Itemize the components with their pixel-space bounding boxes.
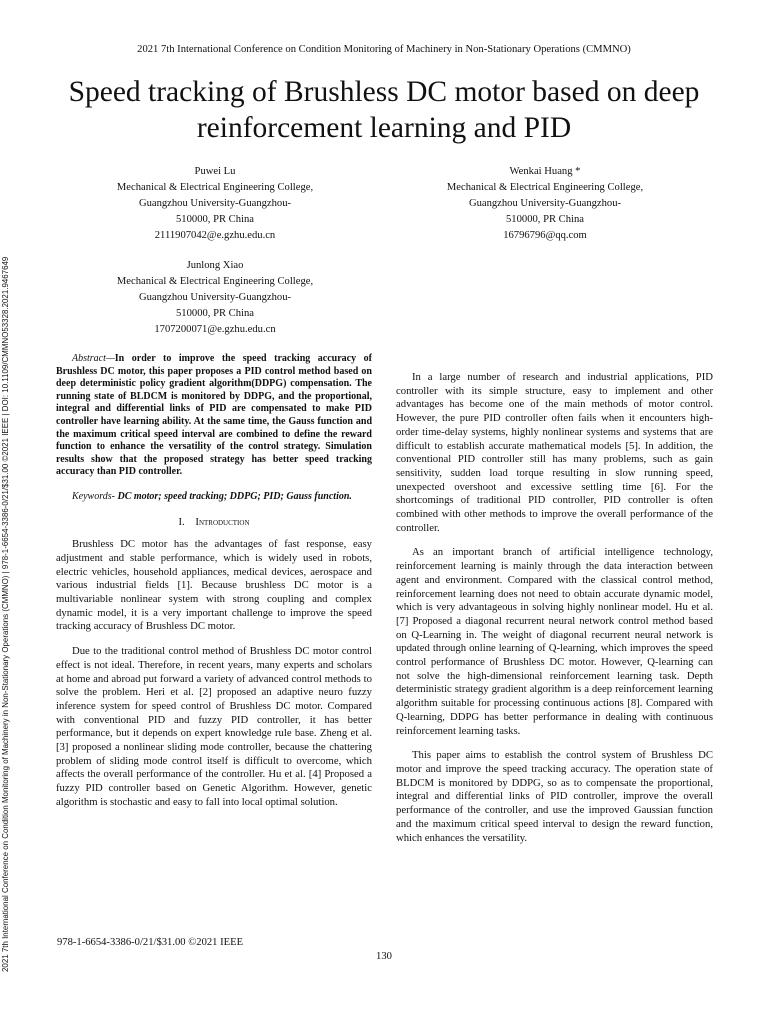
title-line: reinforcement learning and PID [196,112,572,144]
author-postcode: 510000, PR China [506,214,584,225]
author-email: 1707200071@e.gzhu.edu.cn [154,324,276,335]
author-email: 2111907042@e.gzhu.edu.cn [154,230,276,241]
section-heading [56,516,372,530]
paragraph: As an important branch of artificial intelligence technology, reinforcement learning is mainly through the data interaction between agent and environment. Compared with the classical control method, reinforcement learning does not need to obtain accurate dynamic model, which is very advantageous in solving highly nonlinear model. Hu et al. [7] Proposed a diagonal recurrent neural network control method based on Q-Learning in. The weight of diagonal recurrent neural network is updated through online learning of Q-learning, which improves the speed control performance of Brushless DC motor. However, Q-learning can not solve the high-dimensional reinforcement learning task. Depth deterministic strategy gradient algorithm is a deep reinforcement learning algorithm suitable for processing continuous actions [8]. Compared with Q-learning, DDPG has better performance in dealing with continuous reinforcement learning tasks. [396,546,713,737]
author-affiliation: Guangzhou University-Guangzhou- [138,198,292,209]
author-affiliation: Guangzhou University-Guangzhou- [138,292,292,303]
keywords [56,491,372,504]
abstract-text: In order to improve the speed tracking accuracy of Brushless DC motor, this paper proposes a PID control method based on deep deterministic policy gradient algorithm(DDPG) compensation. The running state of BLDCM is monitored by DDPG, and the proportional, integral and differential links of PID are compensated to make PID controller have learning ability. At the same time, the Gauss function and the maximum critical speed interval are combined to define the reward function to enhance the versatility of the control strategy. Simulation results show that the proposed strategy has better speed tracking accuracy than PID controller. [56,353,372,478]
author-postcode: 510000, PR China [176,308,254,319]
section-number: I. [178,515,185,528]
author-name: Wenkai Huang * [509,166,581,177]
section-title: Introduction [195,515,250,528]
author-affiliation: Mechanical & Electrical Engineering College, [446,182,644,193]
author-affiliation: Guangzhou University-Guangzhou- [468,198,622,209]
author-affiliation: Mechanical & Electrical Engineering College, [116,182,314,193]
paragraph: Brushless DC motor has the advantages of fast response, easy adjustment and stable performance, which is widely used in robots, electric vehicles, household appliances, medical devices, aerospace and various industrial fields [1]. Because brushless DC motor is a multivariable nonlinear system with strong coupling and complex dynamic model, it is a very important challenge to improve the speed tracking accuracy of Brushless DC motor. [56,538,372,633]
author-postcode: 510000, PR China [176,214,254,225]
left-column [56,353,372,810]
abstract [56,353,372,479]
paper-title [40,74,728,146]
paragraph: This paper aims to establish the control system of Brushless DC motor and improve the speed tracking accuracy. The operation state of BLDCM is monitored by DDPG, so as to compensate the proportional, integral and differential links of PID controller, improve the overall performance of the controller, and use the improved Gaussian function and the maximum critical speed interval to design the reward function, which enhances the versatility. [396,749,713,844]
side-margin-citation: 2021 7th International Conference on Condition Monitoring of Machinery in Non-Stationary Operations (CMMNO) | 978-1-6654-3386-0/21/$31.00 ©2021 IEEE | DOI: 10.1109/CMMNO53328.2021.9467649 [1,256,10,972]
copyright-notice: 978-1-6654-3386-0/21/$31.00 ©2021 IEEE [57,937,244,948]
author-name: Junlong Xiao [186,260,244,271]
author-affiliation: Mechanical & Electrical Engineering College, [116,276,314,287]
paragraph: In a large number of research and industrial applications, PID controller with its simple structure, easy to implement and other advantages has become one of the main methods of motor control. However, the pure PID controller often fails when it encounters high-order time-delay systems, highly nonlinear systems and systems that are difficult to establish accurate mathematical models [5]. In addition, the conventional PID controller still has many problems, such as gain sensitivity, sudden load torque resulting in slow running speed, unexpected overshoot and excessive settling time [6]. For the shortcomings of traditional PID controller, PID controller is often combined with other methods to improve the overall performance of the controller. [396,371,713,534]
abstract-lead: Abstract— [72,353,115,364]
keywords-lead: Keywords- [72,490,118,502]
paragraph: Due to the traditional control method of Brushless DC motor control effect is not ideal. Therefore, in recent years, many experts and scholars at home and abroad put forward a variety of advanced control methods to solve the problem. Heri et al. [2] proposed an adaptive neuro fuzzy inference system for speed control of Brushless DC motor. Compared with conventional PID and fuzzy PID controller, it has better performance, but it depends on expert knowledge rule base. Zheng et al. [3] proposed a nonlinear sliding mode controller, because the chattering problem of sliding mode control itself is difficult to overcome, which affects the overall performance of the controller. Hu et al. [4] Proposed a fuzzy PID controller based on Genetic Algorithm. However, genetic algorithm is stochastic and easy to fall into local optimal solution. [56,645,372,808]
conference-header: 2021 7th International Conference on Condition Monitoring of Machinery in Non-Stationary Operations (CMMNO) [137,44,631,55]
keywords-text: DC motor; speed tracking; DDPG; PID; Gauss function. [117,490,352,502]
right-column [396,371,713,845]
title-line: Speed tracking of Brushless DC motor based on deep [68,76,700,108]
author-block [70,258,360,338]
author-block [400,164,690,244]
page-number: 130 [376,951,392,962]
author-block [70,164,360,244]
author-name: Puwei Lu [194,166,236,177]
author-email: 16796796@qq.com [503,230,587,241]
